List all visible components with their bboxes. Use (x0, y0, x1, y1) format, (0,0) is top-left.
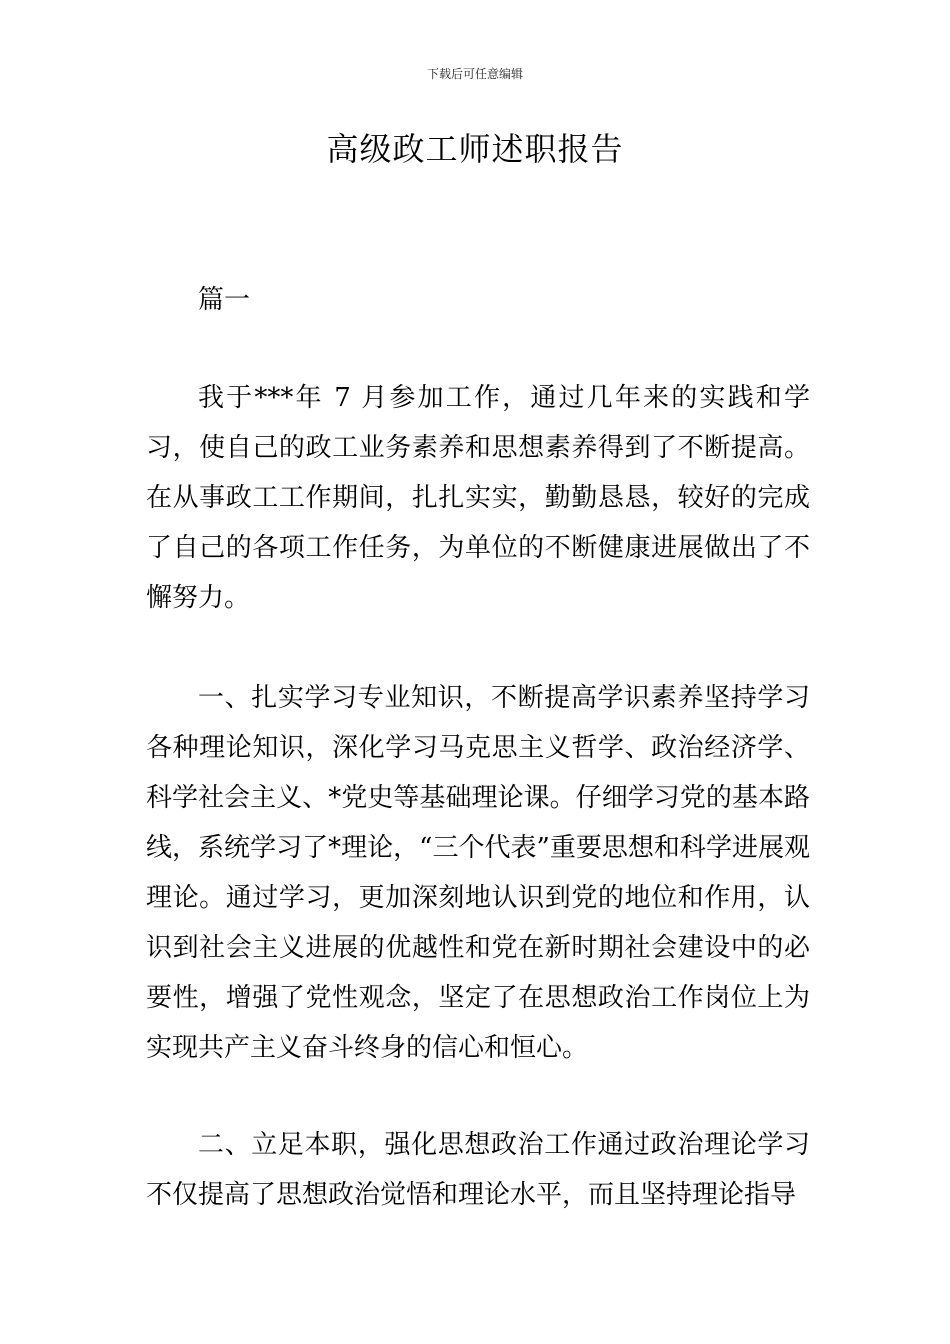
paragraph-study: 一、扎实学习专业知识，不断提高学识素养坚持学习各种理论知识，深化学习马克思主义哲学、政治经济学、科学社会主义、*党史等基础理论课。仔细学习党的基本路线，系统学习了*理论，“三个代表”重要思想和科学进展观理论。通过学习，更加深刻地认识到党的地位和作用，认识到社会主义进展的优越性和党在新时期社会建设中的必要性，增强了党性观念，坚定了在思想政治工作岗位上为实现共产主义奋斗终身的信心和恒心。 (146, 683, 810, 1063)
paragraph-intro: 我于***年 7 月参加工作，通过几年来的实践和学习，使自己的政工业务素养和思想素养得到了不断提高。在从事政工工作期间，扎扎实实，勤勤恳恳，较好的完成了自己的各项工作任务，为单位的不断健康进展做出了不懈努力。 (146, 383, 810, 613)
download-note: 下载后可任意编辑 (426, 67, 523, 81)
section-label: 篇一 (198, 285, 251, 315)
document-title: 高级政工师述职报告 (326, 130, 624, 168)
paragraph-duty: 二、立足本职，强化思想政治工作通过政治理论学习不仅提高了思想政治觉悟和理论水平，而且坚持理论指导 (146, 1130, 810, 1210)
